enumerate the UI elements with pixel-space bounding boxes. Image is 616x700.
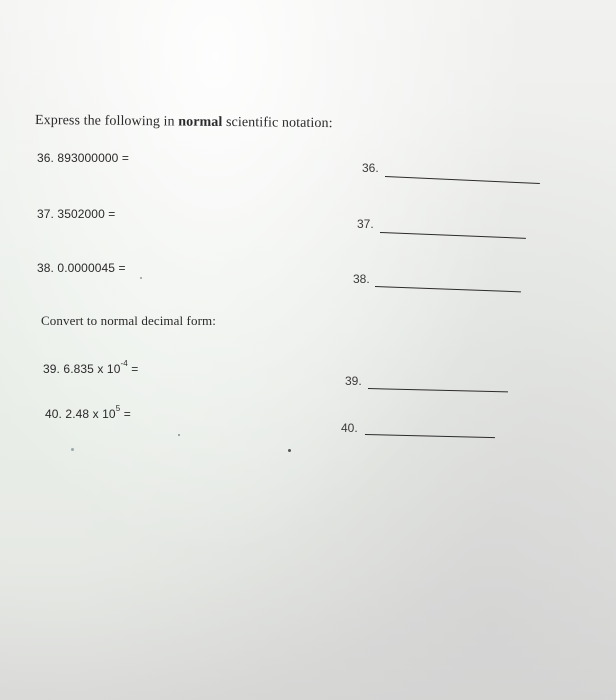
instruction-prefix: Express the following in bbox=[34, 113, 175, 130]
instruction-bold: normal bbox=[178, 114, 223, 130]
section2-instruction: Convert to normal decimal form: bbox=[41, 313, 216, 328]
answer-label-39: 39. bbox=[345, 374, 362, 388]
answer-line-36[interactable] bbox=[385, 176, 540, 184]
answer-label-36: 36. bbox=[362, 161, 379, 175]
problem-expression: 0.0000045 = bbox=[57, 261, 126, 275]
problem-number: 40. bbox=[45, 407, 62, 421]
answer-line-40[interactable] bbox=[365, 434, 495, 438]
ink-speck bbox=[71, 448, 74, 451]
ink-speck bbox=[140, 277, 142, 279]
problem-36 bbox=[37, 151, 129, 165]
problem-expression: 893000000 = bbox=[57, 151, 129, 165]
ink-speck bbox=[288, 449, 291, 452]
problem-equals: = bbox=[131, 362, 139, 376]
instruction-suffix: scientific notation: bbox=[225, 115, 333, 132]
answer-line-39[interactable] bbox=[368, 388, 508, 392]
answer-line-37[interactable] bbox=[380, 232, 526, 239]
answer-label-40: 40. bbox=[341, 421, 358, 435]
answer-label-38: 38. bbox=[353, 272, 370, 286]
problem-number: 39. bbox=[43, 362, 60, 376]
problem-number: 36. bbox=[37, 151, 54, 165]
answer-line-38[interactable] bbox=[375, 286, 521, 292]
problem-40 bbox=[45, 406, 131, 421]
problem-equals: = bbox=[123, 407, 131, 421]
problem-number: 37. bbox=[37, 207, 54, 221]
section1-instruction bbox=[35, 113, 333, 132]
ink-speck bbox=[178, 434, 180, 436]
problem-number: 38. bbox=[37, 261, 54, 275]
problem-37 bbox=[37, 207, 115, 221]
problem-38 bbox=[37, 261, 126, 275]
problem-mantissa: 2.48 x 10 bbox=[65, 407, 116, 421]
problem-exponent: 5 bbox=[115, 404, 121, 413]
problem-exponent: -4 bbox=[120, 359, 128, 368]
answer-label-37: 37. bbox=[357, 217, 374, 231]
problem-expression: 3502000 = bbox=[57, 207, 116, 221]
problem-mantissa: 6.835 x 10 bbox=[63, 362, 121, 376]
problem-39 bbox=[43, 361, 138, 376]
